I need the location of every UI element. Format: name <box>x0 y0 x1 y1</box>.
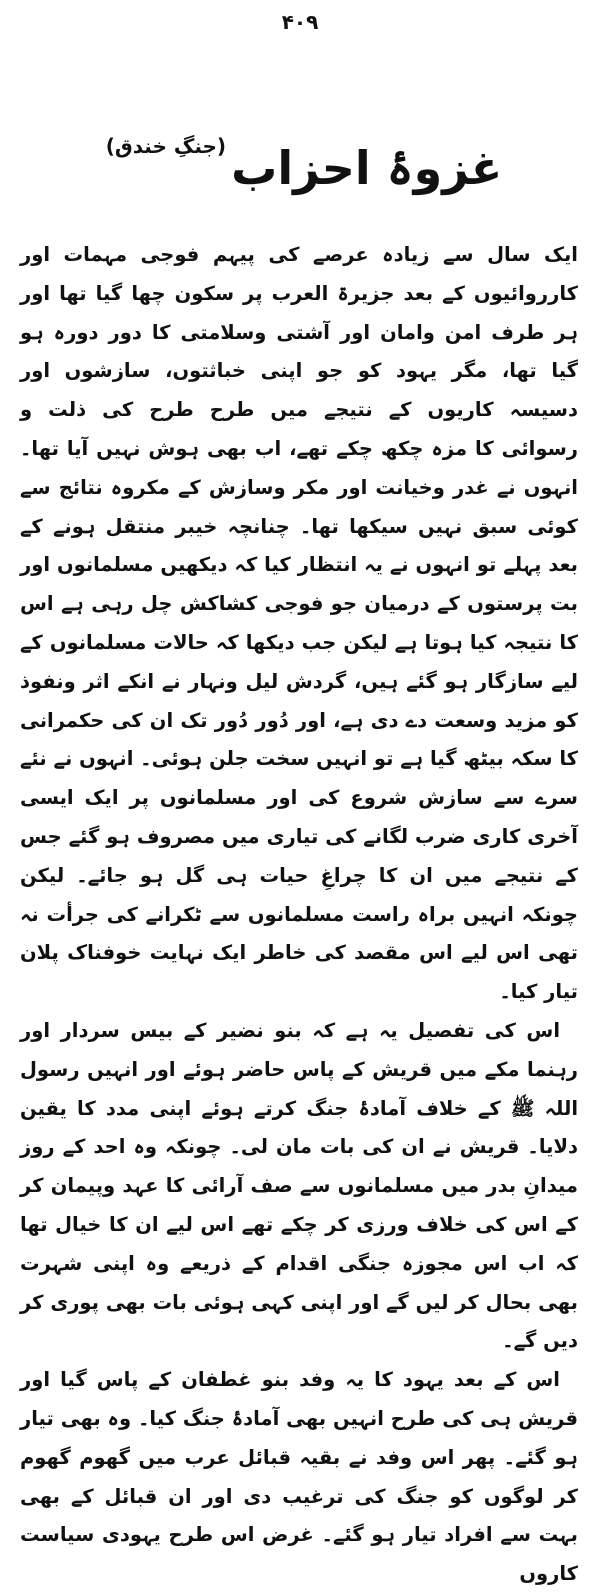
chapter-subtitle: (جنگِ خندق) <box>105 134 227 158</box>
paragraph-3: اس کے بعد یہود کا یہ وفد بنو غطفان کے پاس گیا اور قریش ہی کی طرح انہیں بھی آمادۂ جنگ کیا۔ وہ بھی تیار ہو گئے۔ پھر اس وفد نے بقیہ قبائل عرب میں گھوم گھوم کر لوگوں کو جنگ کی ترغیب دی اور ان قبائل کے بھی بہت سے افراد تیار ہو گئے۔ غرض اس طرح یہودی سیاست کاروں <box>20 1368 578 1586</box>
chapter-title: غزوۂ احزاب <box>231 141 503 195</box>
paragraph-1: ایک سال سے زیادہ عرصے کی پیہم فوجی مہمات اور کارروائیوں کے بعد جزیرۃ العرب پر سکون چھا گیا تھا اور ہر طرف امن وامان اور آشتی وسلامتی کا دور دورہ ہو گیا تھا، مگر یہود کو جو اپنی خباثتوں، سازشوں اور دسیسہ کاریوں کے نتیجے میں طرح طرح کی ذلت و رسوائی کا مزہ چکھ چکے تھے، اب بھی ہوش نہیں آیا تھا۔ انہوں نے غدر وخیانت اور مکر وسازش کے مکروہ نتائج سے کوئی سبق نہیں سیکھا تھا۔ چنانچہ خیبر منتقل ہونے کے بعد پہلے تو انہوں نے یہ انتظار کیا کہ دیکھیں مسلمانوں اور بت پرستوں کے درمیان جو فوجی کشاکش چل رہی ہے اس کا نتیجہ کیا ہوتا ہے لیکن جب دیکھا کہ حالات مسلمانوں کے لیے سازگار ہو گئے ہیں، گردش لیل ونہار نے انکے اثر ونفوذ کو مزید وسعت دے دی ہے، اور دُور دُور تک ان کی حکمرانی کا سکہ بیٹھ گیا ہے تو انہیں سخت جلن ہوئی۔ انہوں نے نئے سرے سے سازش شروع کی اور مسلمانوں پر ایک ایسی آخری کاری ضرب لگانے کی تیاری میں مصروف ہو گئے جس کے نتیجے میں ان کا چراغِ حیات ہی گل ہو جائے۔ لیکن چونکہ انہیں براہ راست مسلمانوں سے ٹکرانے کی جرأت نہ تھی اس لیے اس مقصد کی خاطر ایک نہایت خوفناک پلان تیار کیا۔ <box>20 243 578 1004</box>
page-number: ۴۰۹ <box>281 10 319 34</box>
chapter-heading <box>0 134 600 196</box>
paragraph-2: اس کی تفصیل یہ ہے کہ بنو نضیر کے بیس سردار اور رہنما مکے میں قریش کے پاس حاضر ہوئے اور انہیں رسول اللہ ﷺ کے خلاف آمادۂ جنگ کرتے ہوئے اپنی مدد کا یقین دلایا۔ قریش نے ان کی بات مان لی۔ چونکہ وہ احد کے روز میدانِ بدر میں مسلمانوں سے صف آرائی کا عہد وپیمان کر کے اس کی خلاف ورزی کر چکے تھے اس لیے ان کا خیال تھا کہ اب اس مجوزہ جنگی اقدام کے ذریعے وہ اپنی شہرت بھی بحال کر لیں گے اور اپنی کہی ہوئی بات بھی پوری کر دیں گے۔ <box>20 1018 578 1353</box>
body-text <box>20 236 578 1594</box>
